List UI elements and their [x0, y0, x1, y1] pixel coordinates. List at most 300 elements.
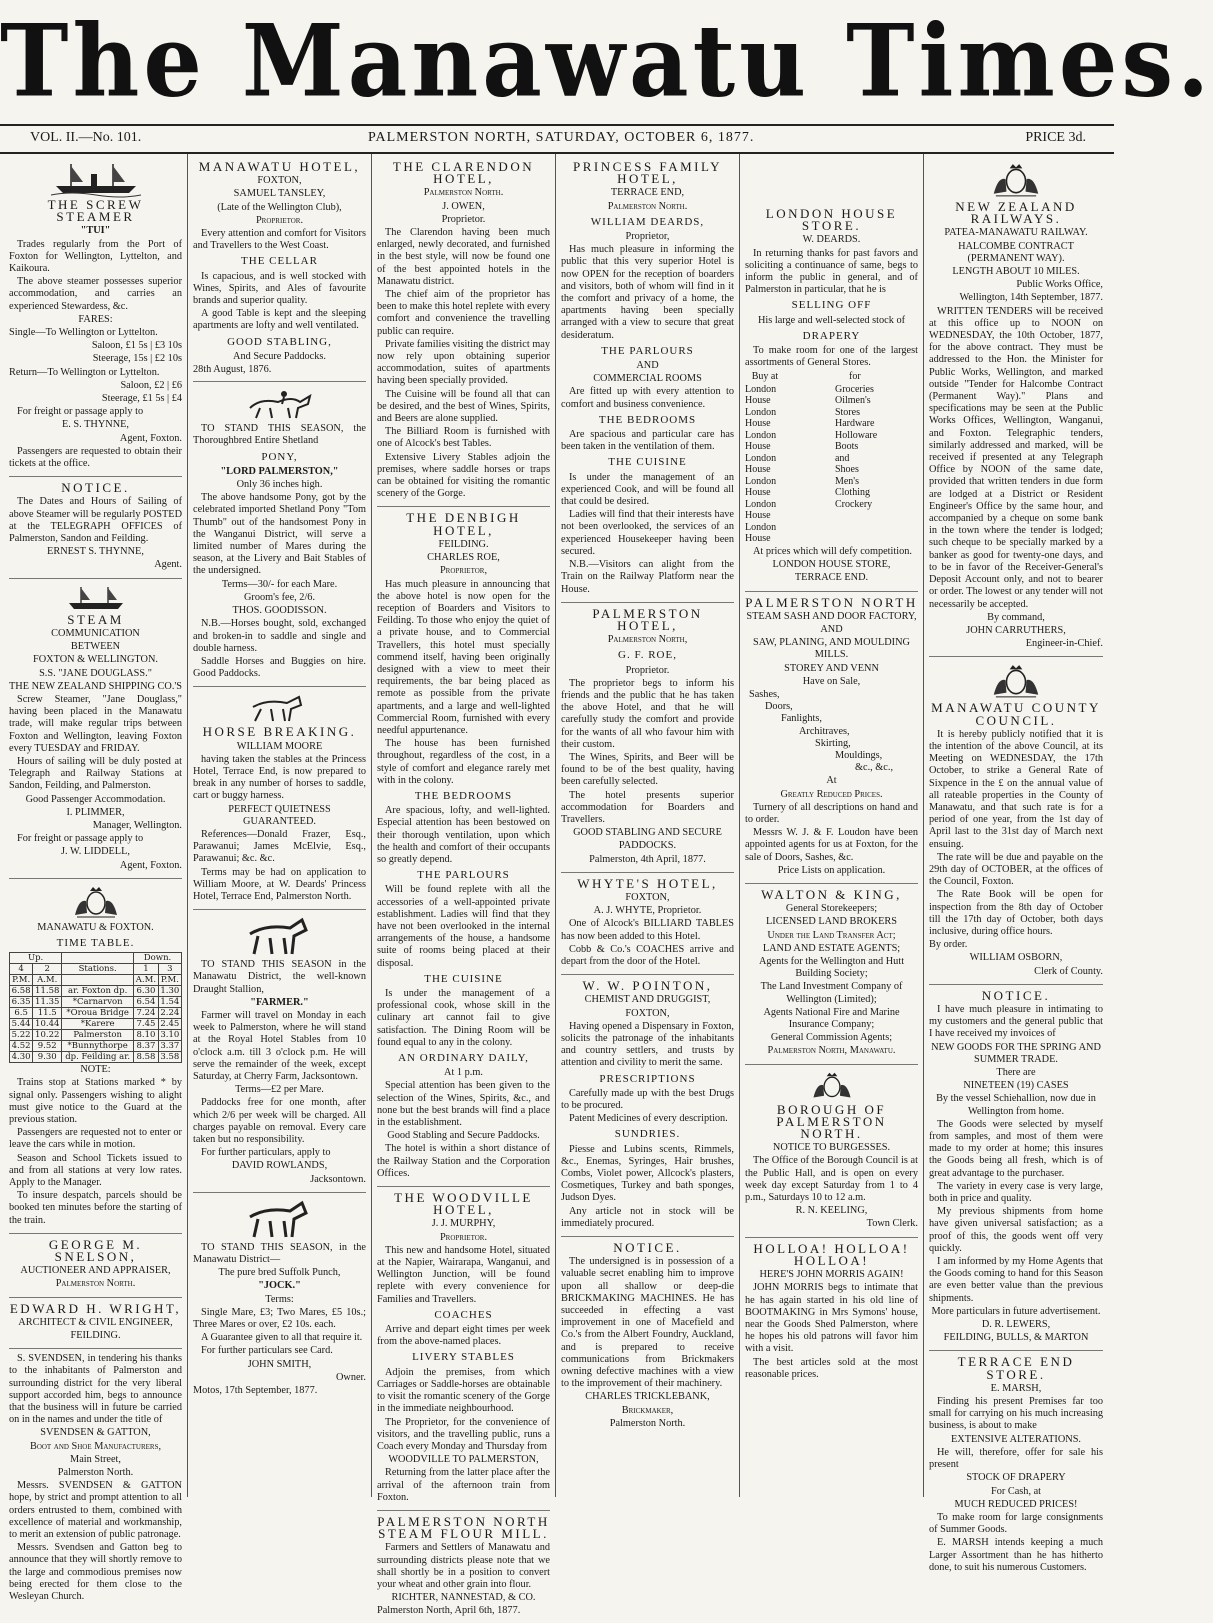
tui-freight: For freight or passage apply to: [17, 406, 144, 418]
unit-cell: A.M.: [33, 975, 62, 986]
table-cell: 6.5: [10, 1008, 33, 1019]
list-item: London House: [745, 452, 777, 476]
horse-breaking-body: having taken the stables at the Princess Hotel, Terrace End, is now prepared to break in any number of horses to saddle, cart or buggy harness.: [193, 753, 366, 802]
walton-king-estate: LAND AND ESTATE AGENTS;: [762, 942, 901, 954]
manawatu-hotel-location: FOXTON,: [257, 175, 302, 187]
time-table-sub: TIME TABLE.: [56, 936, 135, 949]
pointon-heading: W. W. POINTON,: [582, 978, 713, 994]
factory-item: &c., &c.,: [855, 762, 894, 774]
price: PRICE 3d.: [1025, 130, 1086, 145]
manawatu-hotel-heading: MANAWATU HOTEL,: [198, 159, 361, 174]
blank-header: [62, 953, 134, 964]
palmerston-hotel-body-3: The hotel presents superior accommodation for Boarders and Travellers.: [561, 789, 734, 825]
list-item: Hardware: [834, 418, 875, 430]
notice-signature-title: Agent.: [154, 559, 182, 571]
ad-pointon-chemist: [561, 975, 734, 1237]
tui-agent-location: Agent, Foxton.: [119, 432, 182, 444]
factory-item: Doors,: [765, 701, 793, 713]
princess-commercial: COMMERCIAL ROOMS: [593, 373, 702, 385]
steamship-icon: [66, 585, 126, 611]
terrace-body: Finding his present Premises far too small for carrying on his much increasing business, is about to make: [929, 1396, 1103, 1432]
denbigh-name: CHARLES ROE,: [427, 552, 500, 564]
denbigh-proprietor: Proprietor,: [439, 565, 488, 577]
ad-farmer-stallion: [193, 910, 366, 1193]
london-house-foot-2: TERRACE END.: [794, 572, 869, 584]
wright-sub: ARCHITECT & CIVIL ENGINEER,: [18, 1316, 173, 1328]
fare-line: Saloon, £1 5s | £3 10s: [91, 340, 182, 352]
ad-princess-hotel: [561, 156, 734, 603]
table-row: [10, 1008, 182, 1019]
column-header: 1: [134, 964, 159, 975]
list-item: London House: [745, 521, 777, 545]
lewers-body-2: The Goods were selected by myself from samples, and most of them were made to my order at home; this insures the Goods being all fresh, which is of great advantage to the purchaser.: [929, 1118, 1103, 1179]
railways-length: LENGTH ABOUT 10 MILES.: [952, 266, 1080, 278]
column-header: Stations.: [62, 964, 134, 975]
lewers-vessel: By the vessel Schiehallion, now due in Wellington from home.: [936, 1093, 1096, 1117]
county-body-3: The Rate Book will be open for inspection from the 8th day of October till the 17th day of October, both days inclusive, during office hours.: [929, 889, 1103, 937]
farmer-apply: For further particulars, apply to: [201, 1147, 331, 1159]
princess-body: Has much pleasure in informing the public that this very superior Hotel is now OPEN for the reception of boarders and visitors, both of whom will find in it the comfort and privacy of a home, the apartments having been specially arranged with a view to secure that great desideratum.: [561, 244, 734, 341]
denbigh-body-2: The house has been furnished throughout, regardless of the cost, in a style of comfort and elegance rarely met with in the colony.: [377, 738, 550, 786]
column-header: 2: [33, 964, 62, 975]
princess-and: AND: [636, 360, 659, 372]
svendsen-body-3: Messrs. Svendsen and Gatton beg to announce that they will shortly remove to the large and commodious premises now being erected for them close to the Wesleyan Church.: [9, 1542, 182, 1603]
whytes-body-2: Cobb & Co.'s COACHES arrive and depart from the door of the Hotel.: [561, 943, 734, 967]
terrace-stock: STOCK OF DRAPERY: [966, 1472, 1066, 1484]
lewers-signature: D. R. LEWERS,: [981, 1319, 1051, 1331]
london-house-body: In returning thanks for past favors and soliciting a continuance of same, begs to inform the public in general, and of Palmerston in particular, that he is: [745, 247, 918, 296]
table-row: [10, 1041, 182, 1052]
woodville-body-3: Returning from the latter place after the arrival of the afternoon train from Foxton.: [377, 1467, 550, 1503]
london-house-prices: At prices which will defy competition.: [753, 545, 912, 557]
farmer-location: Jacksontown.: [310, 1173, 366, 1185]
palmerston-hotel-stabling: GOOD STABLING AND SECURE: [573, 827, 722, 839]
denbigh-time: At 1 p.m.: [444, 1067, 483, 1079]
table-cell: *Carnarvon: [62, 997, 134, 1008]
paddocks-line: And Secure Paddocks.: [233, 350, 326, 362]
palmerston-hotel-location: Palmerston North,: [607, 634, 688, 646]
borough-heading: BOROUGH OF PALMERSTON NORTH.: [776, 1101, 887, 1142]
denbigh-bedrooms-body: Are spacious, lofty, and well-lighted. Especial attention has been bestowed on their thorough ventilation, upon which the health and comfort of their occupants so greatly depend.: [377, 805, 550, 865]
time-table-note-2: Passengers are requested not to enter or leave the cars while in motion.: [9, 1127, 182, 1151]
denbigh-stabling: Good Stabling and Secure Paddocks.: [387, 1130, 540, 1142]
palmerston-hotel-heading: PALMERSTON HOTEL,: [592, 605, 703, 633]
ad-sash-door-factory: [745, 592, 918, 884]
denbigh-parlours-body: Will be found replete with all the accessories of a well-appointed private establishment. Ladies will find that they have not been overlooked in the internal arrangements of the house, a handsome suite of rooms being placed at their disposal.: [377, 884, 550, 969]
table-header-row: [10, 953, 182, 964]
borough-signature: R. N. KEELING,: [795, 1205, 868, 1217]
denbigh-body-3: Special attention has been given to the selection of the Wines, Spirits, &c., and none but the best brands will find a place in the establishment.: [377, 1080, 550, 1129]
pony-signature: THOS. GOODISSON.: [232, 605, 327, 617]
table-cell: 6.58: [10, 986, 33, 997]
woodville-name: J. J. MURPHY,: [431, 1218, 496, 1230]
pointon-prescriptions-body: Carefully made up with the best Drugs to be procured.: [561, 1087, 734, 1112]
steam-body-2: Hours of sailing will be duly posted at Telegraph and Railway Stations at Sandon, Feilding, and Palmerston.: [9, 755, 182, 792]
county-clerk: Clerk of County.: [1034, 965, 1103, 977]
manawatu-hotel-name: SAMUEL TANSLEY,: [233, 188, 326, 200]
lewers-cases: NINETEEN (19) CASES: [963, 1080, 1069, 1092]
flour-mill-date: Palmerston North, April 6th, 1877.: [377, 1605, 521, 1617]
whytes-body: One of Alcock's BILLIARD TABLES has now been added to this Hotel.: [561, 918, 734, 942]
cellar-heading: THE CELLAR: [241, 255, 318, 268]
factory-have: Have on Sale,: [802, 675, 861, 687]
unit-cell: [62, 975, 134, 986]
borough-clerk: Town Clerk.: [866, 1218, 918, 1230]
lewers-body: I have much pleasure in intimating to my customers and the general public that I have received my invoices of: [929, 1003, 1103, 1040]
ad-woodville-hotel: [377, 1187, 550, 1511]
dateline: [0, 124, 1114, 154]
fares-heading: FARES:: [78, 313, 113, 325]
ad-tui-steamer: [9, 156, 182, 477]
fare-line: Steerage, 15s | £2 10s: [92, 353, 182, 365]
table-body: A good Table is kept and the sleeping apartments are lofty and well ventilated.: [193, 308, 366, 332]
farmer-signature: DAVID ROWLANDS,: [231, 1160, 328, 1172]
terrace-reduced: MUCH REDUCED PRICES!: [954, 1498, 1078, 1510]
clarendon-body: The Clarendon having been much enlarged, newly decorated, and furnished in the best style, will now be found one of the best appointed hotels in the Manawatu district.: [377, 227, 550, 287]
time-table-note: Trains stop at Stations marked * by signal only. Passengers wishing to alight must give notice to the Guard at the previous station.: [9, 1077, 182, 1125]
table-cell: ar. Foxton dp.: [62, 986, 134, 997]
pointon-body: Having opened a Dispensary in Foxton, solicits the patronage of the inhabitants and country settlers, and trusts by attention and civility to merit the same.: [561, 1020, 734, 1069]
princess-bedrooms-body: Are spacious and particular care has been taken in the ventilation of them.: [561, 429, 734, 453]
lewers-body-3: The variety in every case is very large, both in price and quality.: [929, 1180, 1103, 1205]
manawatu-hotel-date: 28th August, 1876.: [193, 364, 272, 376]
pony-groom: Groom's fee, 2/6.: [243, 591, 316, 603]
factory-item: Architraves,: [799, 725, 850, 737]
steam-signature: I. PLIMMER,: [66, 806, 125, 818]
table-row: [10, 1052, 182, 1063]
column-3: [372, 154, 556, 1617]
ad-john-morris: [745, 1238, 918, 1387]
railways-signature: JOHN CARRUTHERS,: [966, 624, 1066, 636]
woodville-livery-heading: LIVERY STABLES: [412, 1351, 515, 1364]
table-units-row: [10, 975, 182, 986]
ad-county-council: [929, 657, 1103, 984]
steam-sub: COMMUNICATION: [51, 627, 140, 639]
jock-guarantee: A Guarantee given to all that require it.: [201, 1332, 363, 1344]
brickmaker-heading: NOTICE.: [613, 1240, 682, 1256]
flour-mill-signature: RICHTER, NANNESTAD, & CO.: [391, 1592, 536, 1604]
columns: [4, 154, 1110, 1617]
denbigh-bedrooms-heading: THE BEDROOMS: [414, 789, 513, 802]
denbigh-cuisine-body: Is under the management of a professional cook, whose skill in the culinary art cannot fail to give satisfaction. The Dining Room will be found equal to any in the colony.: [377, 988, 550, 1048]
factory-item: Mouldings,: [835, 749, 883, 761]
brickmaker-trade: Brickmaker,: [621, 1404, 674, 1416]
column-header: 3: [158, 964, 181, 975]
steam-ship: S.S. "JANE DOUGLASS.": [39, 667, 152, 679]
london-house-drapery: DRAPERY: [802, 329, 861, 342]
table-cell: *Karere: [62, 1019, 134, 1030]
masthead-title: The Manawatu Times.: [0, 2, 1213, 120]
horse-breaking-name: WILLIAM MOORE: [236, 740, 323, 752]
denbigh-location: FEILDING.: [438, 538, 489, 550]
terrace-name: E. MARSH,: [990, 1382, 1042, 1394]
list-item: for: [849, 371, 861, 383]
horse-breaking-terms: Terms may be had on application to William Moore, at W. Deards' Princess Hotel, Terrace End, Palmerston North.: [193, 866, 366, 902]
brickmaker-signature: CHARLES TRICKLEBANK,: [585, 1391, 710, 1403]
ad-steam-communication: [9, 579, 182, 879]
ad-time-table: [9, 879, 182, 1234]
fare-line: Steerage, £1 5s | £4: [101, 393, 182, 405]
princess-nb: N.B.—Visitors can alight from the Train on the Railway Platform near the House.: [561, 559, 734, 595]
factory-turnery: Turnery of all descriptions on hand and to order.: [745, 801, 918, 825]
clarendon-body-4: The Cuisine will be found all that can be desired, and the best of Wines, Spirits, and Beers are alone supplied.: [377, 388, 550, 425]
clarendon-body-6: Extensive Livery Stables adjoin the premises, where saddle horses or traps can be obtained for visiting the romantic scenery of the Gorge.: [377, 451, 550, 500]
masthead: [0, 0, 1213, 122]
table-cell: *Oroua Bridge: [62, 1008, 134, 1019]
county-body-2: The rate will be due and payable on the 29th day of OCTOBER, at the offices of the Council, Foxton.: [929, 851, 1103, 888]
railways-date: Wellington, 14th September, 1877.: [959, 292, 1103, 304]
ad-clarendon-hotel: [377, 156, 550, 507]
factory-heading: PALMERSTON NORTH: [745, 594, 918, 610]
table-cell: *Bunnythorpe: [62, 1041, 134, 1052]
draught-horse-icon: [242, 916, 318, 956]
manawatu-hotel-proprietor: Proprietor.: [255, 214, 304, 226]
fare-line: Return—To Wellington or Lyttelton.: [9, 366, 160, 378]
walton-king-land: LICENSED LAND BROKERS: [765, 916, 897, 928]
princess-parlours-body: Are fitted up with every attention to comfort and business convenience.: [561, 386, 734, 410]
table-cell: 2.45: [158, 1019, 181, 1030]
whytes-name: A. J. WHYTE, Proprietor.: [593, 905, 702, 917]
princess-proprietor: Proprietor,: [625, 231, 670, 243]
clarendon-name: J. OWEN,: [442, 200, 485, 212]
pointon-sub: CHEMIST AND DRUGGIST,: [584, 994, 711, 1006]
terrace-body-3: To make room for large consignments of Summer Goods.: [929, 1511, 1103, 1536]
steamship-icon: [51, 162, 141, 196]
county-heading: MANAWATU COUNTY COUNCIL.: [931, 700, 1101, 728]
table-cell: 10.22: [33, 1030, 62, 1041]
svendsen-firm: SVENDSEN & GATTON,: [40, 1427, 151, 1439]
london-house-body-2: His large and well-selected stock of: [757, 314, 906, 326]
farmer-body-3: Paddocks free for one month, after which 2/6 per week will be charged. All charges payable on removal. Every care taken but no responsibility.: [193, 1097, 366, 1145]
county-order: By order.: [929, 939, 968, 951]
woodville-livery-body: Adjoin the premises, from which Carriages or Saddle-horses are obtainable to visit the romantic scenery of the Gorge in the immediate neighbourhood.: [377, 1366, 550, 1415]
table-row: [10, 997, 182, 1008]
fare-line: Single—To Wellington or Lyttelton.: [9, 327, 158, 339]
table-cell: 3.58: [158, 1052, 181, 1063]
pointon-sundries-body: Piesse and Lubins scents, Rimmels, &c., Enemas, Syringes, Hair brushes, Combs, Violet power, Allcock's plasters, Cosmetiques, Turkey and bath sponges, Judson Dyes.: [561, 1143, 734, 1204]
steam-body: Screw Steamer, "Jane Douglass," having been placed in the Manawatu trade, will make regular trips between Foxton and Wellington, leaving Foxton every TUESDAY and FRIDAY.: [9, 693, 182, 754]
list-item: London House: [745, 406, 777, 430]
tui-passengers: Passengers are requested to obtain their tickets at the office.: [9, 445, 182, 470]
farmer-body-2: Farmer will travel on Monday in each week to Palmerston, where he will stand at the Royal Hotel Stables from 10 o'clock a.m. till 3 o'clock p.m. He will serve the remainder of the week, except Saturday, at Cherry Farm, Jacksontown.: [193, 1009, 366, 1082]
list-item: Men's Clothing: [834, 475, 870, 499]
stabling-heading: GOOD STABLING,: [227, 335, 332, 348]
table-cell: 8.58: [134, 1052, 159, 1063]
list-item: Buy at: [751, 371, 779, 383]
factory-heading-3: SAW, PLANING, AND MOULDING MILLS.: [753, 637, 910, 661]
ad-svendsen: [9, 1349, 182, 1609]
table-cell: dp. Feilding ar.: [62, 1052, 134, 1063]
list-item: Oilmen's Stores: [834, 395, 871, 418]
factory-price-lists: Price Lists on application.: [777, 864, 886, 876]
princess-ladies: Ladies will find that their interests have not been overlooked, the services of an experienced Housekeeper having been secured.: [561, 509, 734, 557]
morris-body-2: The best articles sold at the most reasonable prices.: [745, 1356, 918, 1380]
morris-body: JOHN MORRIS begs to intimate that he has again started in his old line of BOOTMAKING in Mrs Symons' house, near the Goods Shed Palmerston, where he hopes his old patrons will favor him with a visit.: [745, 1282, 918, 1355]
clarendon-body-2: The chief aim of the proprietor has been to make this hotel replete with every comfort and convenience the travelling public can require.: [377, 289, 550, 337]
lewers-location: FEILDING, BULLS, & MARTON: [943, 1332, 1089, 1344]
london-house-body-3: To make room for one of the largest assortments of General Stores.: [745, 345, 918, 369]
place-date: PALMERSTON NORTH, SATURDAY, OCTOBER 6, 1877.: [368, 130, 755, 145]
time-table: [9, 952, 182, 1063]
jock-card: For further particulars see Card.: [201, 1345, 333, 1357]
table-cell: 7.45: [134, 1019, 159, 1030]
svendsen-street: Main Street,: [70, 1453, 121, 1465]
pony-body-2: The above handsome Pony, got by the celebrated imported Shetland Pony "Tom Thumb" out of the handsomest Pony in the Wanganui District, will serve a limited number of Mares during the season, at the Livery and Bait Stables of the undersigned.: [193, 492, 366, 577]
manawatu-hotel-body: Every attention and comfort for Visitors and Travellers to the West Coast.: [193, 228, 366, 252]
factory-item: Fanlights,: [781, 713, 822, 725]
time-table-title: MANAWATU & FOXTON.: [37, 921, 154, 933]
railways-office: Public Works Office,: [1016, 279, 1103, 291]
royal-crest-icon: [69, 885, 123, 919]
ad-palmerston-hotel: [561, 603, 734, 873]
terrace-body-2: He will, therefore, offer for sale his present: [929, 1446, 1103, 1471]
jock-terms: Terms:: [265, 1293, 294, 1305]
list-item: London House: [745, 429, 777, 453]
railways-by: By command,: [987, 611, 1045, 623]
down-header: Down.: [134, 953, 182, 964]
lewers-goods: NEW GOODS FOR THE SPRING AND SUMMER TRADE.: [931, 1041, 1101, 1065]
terrace-ext: EXTENSIVE ALTERATIONS.: [950, 1433, 1082, 1445]
palmerston-hotel-paddocks: PADDOCKS.: [618, 840, 677, 852]
clarendon-location: Palmerston North.: [423, 187, 504, 199]
factory-at: At: [826, 775, 837, 787]
table-cell: 7.24: [134, 1008, 159, 1019]
whytes-heading: WHYTE'S HOTEL,: [577, 875, 718, 891]
table-cell: 5.22: [10, 1030, 33, 1041]
table-cell: 11.35: [33, 997, 62, 1008]
tui-body-2: The above steamer possesses superior accommodation, and carries an experienced Stewardess, &c.: [9, 276, 182, 312]
brickmaker-location: Palmerston North.: [609, 1417, 686, 1429]
list-item: London House: [745, 498, 777, 522]
woodville-coaches-body: Arrive and depart eight times per week from the above-named places.: [377, 1324, 550, 1348]
jock-name: "JOCK.": [258, 1280, 301, 1292]
column-1: [4, 154, 188, 1603]
notice-body: The Dates and Hours of Sailing of above Steamer will be regularly POSTED at the TELEGRAPH OFFICES of Palmerston, Sandon and Feilding.: [9, 496, 183, 545]
notice-signature: ERNEST S. THYNNE,: [47, 546, 144, 558]
table-cell: 9.30: [33, 1052, 62, 1063]
princess-bedrooms-heading: THE BEDROOMS: [598, 413, 697, 426]
pointon-location: FOXTON,: [625, 1007, 670, 1019]
ad-denbigh-hotel: [377, 507, 550, 1187]
column-2: [188, 154, 372, 1497]
time-table-note-4: To insure despatch, parcels should be booked ten minutes before the starting of the train.: [9, 1190, 182, 1226]
royal-crest-icon: [987, 663, 1045, 699]
table-cell: 2.24: [158, 1008, 181, 1019]
woodville-body-2: The Proprietor, for the convenience of visitors, and the travelling public, runs a Coach every Monday and Thursday from: [377, 1416, 550, 1452]
horse-icon: [245, 693, 315, 723]
factory-firm: STOREY AND VENN: [784, 662, 879, 674]
table-cell: 8.10: [134, 1030, 159, 1041]
pony-height: Only 36 inches high.: [236, 479, 323, 491]
factory-prices: Greatly Reduced Prices.: [780, 788, 883, 800]
county-body: It is hereby publicly notified that it is the intention of the above Council, at its Meeting on WEDNESDAY, the 17th October, to strike a General Rate of Sixpence in the £ on the annual value of all rateable properties in the County of Manawatu, and that such rate is for a period of one year, from the 1st day of April last to the 31st day of March next ensuing.: [929, 728, 1103, 850]
wright-heading: EDWARD H. WRIGHT,: [9, 1300, 182, 1316]
royal-crest-icon: [807, 1071, 857, 1101]
lewers-heading: NOTICE.: [981, 987, 1051, 1003]
table-row: [10, 1019, 182, 1030]
ad-whytes-hotel: [561, 873, 734, 975]
list-left: [745, 370, 828, 545]
railways-body: WRITTEN TENDERS will be received at this office up to NOON on WEDNESDAY, the 10th October, 1877, for the above contract. They must be addressed to the Hon. the Minister for Public Works, Wellington, and marked outside "Tender for Halcombe Contract (Permanent Way)." Plans and specifications may be seen at the Public Works Offices, Wellington, Wanganui, and Foxton. Telegraphic tenders, similarly addressed and marked, will be received if presented at any Telegraph Office by NOON of the same date, provided that written tenders in due form are lodged at a District or Resident Engineer's Office by the same hour, and accompanied by a cheque on some bank in the town where the tender is lodged; such cheque to be specially marked by a banker as good for twenty-one days, and to be in favor of the Receiver-General's Deposit Account only, and not to bearer or order. The lowest or any tender will not necessarily be accepted.: [929, 305, 1103, 610]
ad-lord-palmerston-pony: [193, 382, 366, 687]
woodville-proprietor: Proprietor.: [439, 1231, 488, 1243]
horse-breaking-heading: HORSE BREAKING.: [202, 724, 357, 740]
table-row: [10, 1030, 182, 1041]
steam-body-3: Good Passenger Accommodation.: [25, 793, 166, 805]
pointon-any: Any article not in stock will be immediately procured.: [561, 1205, 734, 1229]
woodville-route: WOODVILLE TO PALMERSTON,: [388, 1454, 539, 1466]
steam-route: FOXTON & WELLINGTON.: [33, 654, 158, 666]
list-item: Groceries: [834, 383, 874, 395]
snelson-heading: GEORGE M. SNELSON,: [48, 1236, 143, 1264]
ad-borough: [745, 1065, 918, 1238]
railways-heading: NEW ZEALAND RAILWAYS.: [955, 199, 1077, 227]
palmerston-hotel-proprietor: Proprietor.: [625, 664, 670, 676]
column-5: [740, 154, 924, 1497]
fare-line: Saloon, £2 | £6: [120, 379, 182, 391]
royal-crest-icon: [987, 162, 1045, 198]
london-house-list: [745, 370, 918, 545]
railways-title: Engineer-in-Chief.: [1025, 638, 1103, 650]
ad-manawatu-hotel: [193, 156, 366, 382]
london-house-selling: SELLING OFF: [791, 299, 872, 312]
pointon-sundries-heading: SUNDRIES.: [614, 1128, 681, 1141]
table-cell: 3.37: [158, 1041, 181, 1052]
brickmaker-body: The undersigned is in possession of a valuable secret enabling him to improve upon all shallow or deep-die BRICKMAKING MACHINES. He has succeeded in effecting a vast improvement in one of Macefield and Co.'s from the Albert Foundry, Auckland, and is prepared to receive communications from Brickmakers owning defective machines with a view to the improvement of their machinery.: [561, 1256, 734, 1390]
ad-london-house: [745, 156, 918, 592]
list-item: Boots and Shoes: [834, 441, 859, 476]
ad-snelson: [9, 1234, 182, 1298]
woodville-body: This new and handsome Hotel, situated at the Napier, Wairarapa, Wanganui, and Wellington Junction, will be found replete with every convenience for Families and Travellers.: [377, 1244, 550, 1305]
terrace-heading: TERRACE END STORE.: [957, 1354, 1075, 1382]
walton-king-sub: General Storekeepers;: [785, 903, 878, 915]
terrace-cash: For Cash, at: [990, 1485, 1042, 1497]
steam-agent-location: Agent, Foxton.: [119, 859, 182, 871]
table-cell: 6.30: [134, 986, 159, 997]
list-item: London House: [745, 383, 777, 407]
table-cell: 5.44: [10, 1019, 33, 1030]
column-4: [556, 154, 740, 1497]
table-cell: 4.30: [10, 1052, 33, 1063]
princess-location: TERRACE END,: [610, 187, 685, 199]
ad-terrace-end-store: [929, 1351, 1103, 1579]
princess-cuisine-body: Is under the management of an experienced Cook, and will be found all that could be desired.: [561, 471, 734, 508]
lewers-there: There are: [996, 1067, 1036, 1078]
list-item: Crockery: [834, 498, 873, 510]
farmer-terms: Terms—£2 per Mare.: [235, 1084, 324, 1096]
table-cell: 6.35: [10, 997, 33, 1008]
table-cell: 11.58: [33, 986, 62, 997]
table-header-row: [10, 964, 182, 975]
table-row: [10, 986, 182, 997]
ad-lewers-notice: [929, 985, 1103, 1352]
clarendon-heading: THE CLARENDON HOTEL,: [392, 159, 535, 187]
lewers-body-4: My previous shipments from home have given universal satisfaction; as a proof of this, the goods went off very quickly.: [929, 1206, 1103, 1254]
table-cell: 9.52: [33, 1041, 62, 1052]
notice-heading: NOTICE.: [61, 480, 130, 496]
snelson-sub: AUCTIONEER AND APPRAISER,: [20, 1265, 171, 1277]
denbigh-heading: THE DENBIGH HOTEL,: [406, 510, 521, 538]
table-cell: 11.5: [33, 1008, 62, 1019]
ad-walton-king: [745, 884, 918, 1065]
railways-sub-2: HALCOMBE CONTRACT (PERMANENT WAY).: [958, 240, 1074, 264]
princess-location-2: Palmerston North.: [607, 200, 688, 212]
palmerston-hotel-date: Palmerston, 4th April, 1877.: [589, 853, 706, 865]
factory-and: AND: [820, 623, 843, 635]
factory-item: Sashes,: [749, 688, 780, 700]
jock-body: TO STAND THIS SEASON, in the Manawatu District—: [193, 1241, 366, 1266]
time-table-note-heading: NOTE:: [80, 1064, 111, 1076]
